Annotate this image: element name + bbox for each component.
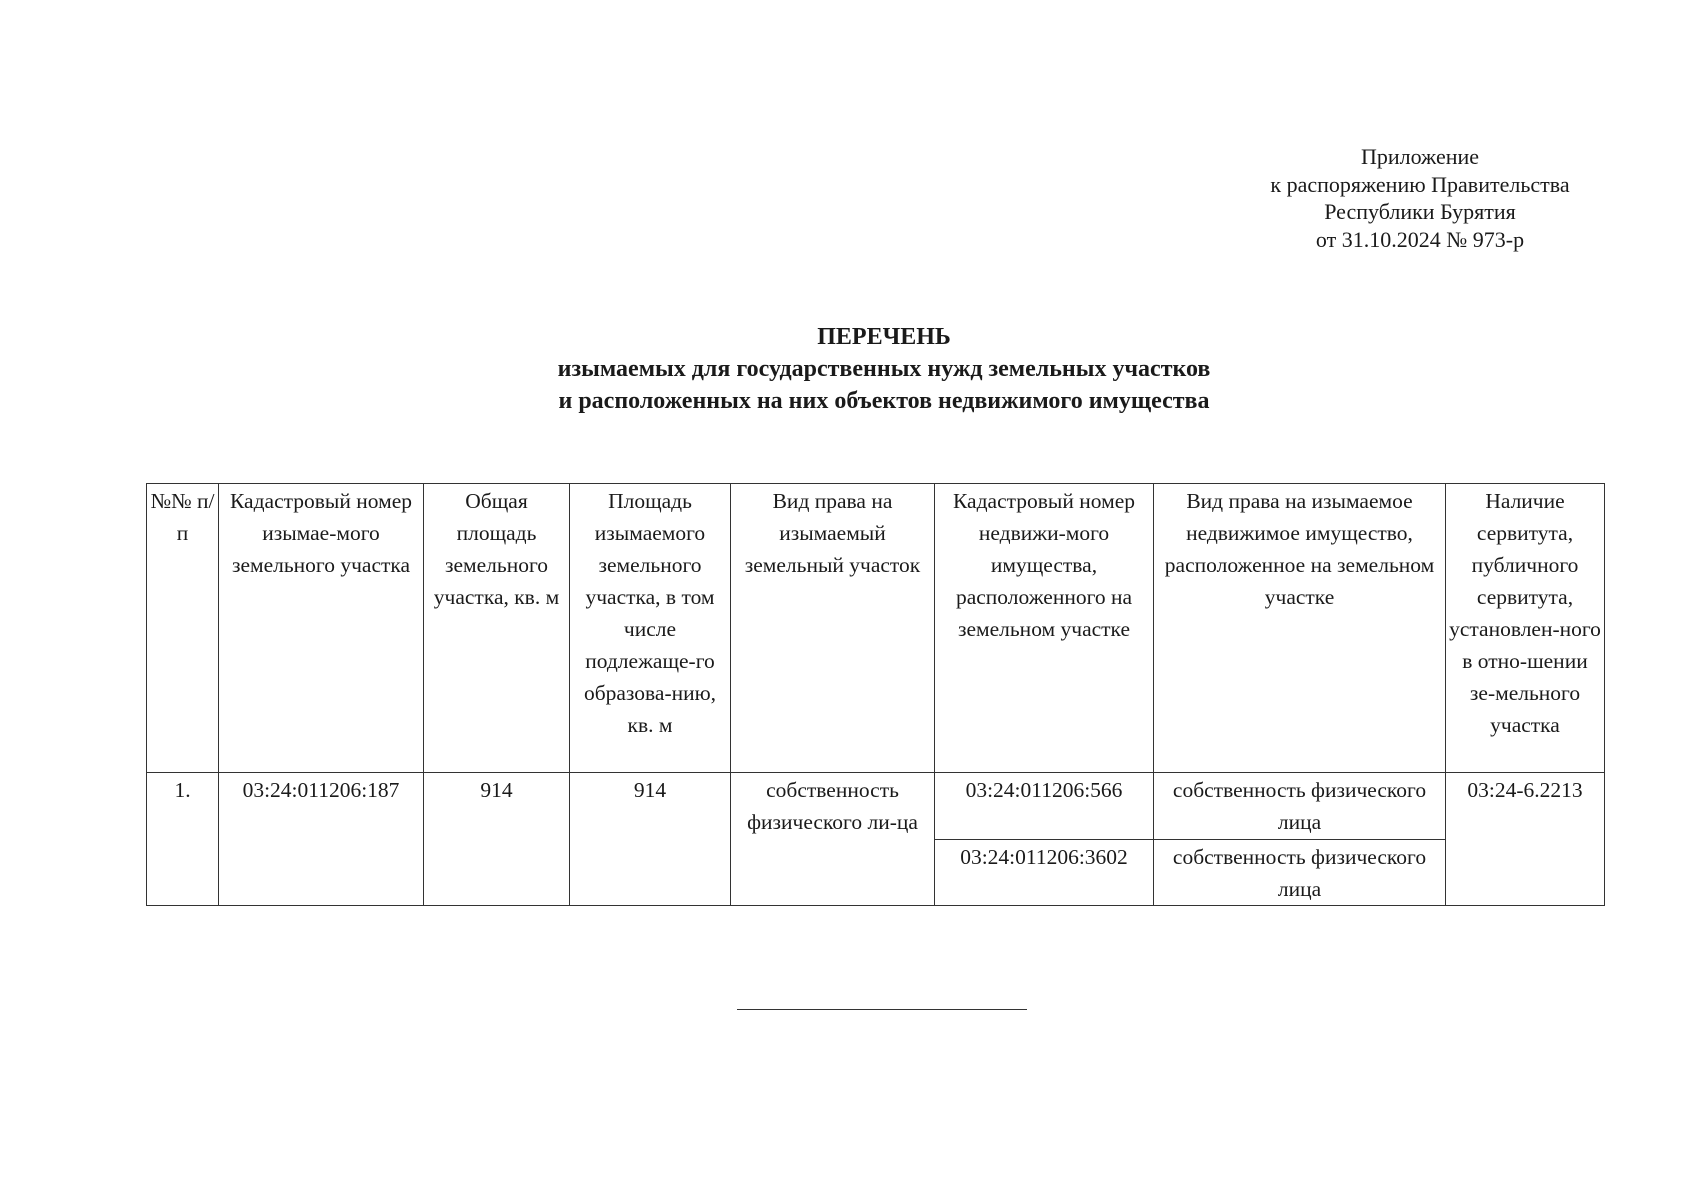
cell-number: 1. — [147, 773, 219, 906]
appendix-header — [1240, 143, 1600, 253]
appendix-government: Республики Бурятия — [1324, 199, 1516, 224]
title-subtitle-line1: изымаемых для государственных нужд земельных участков — [557, 356, 1211, 382]
cell-seized-area: 914 — [570, 773, 731, 906]
header-total-area: Общая площадь земельного участка, кв. м — [424, 484, 570, 773]
header-seized-area: Площадь изымаемого земельного участка, в том числе подлежаще-го образова-нию, кв. м — [570, 484, 731, 773]
cell-land-cadastral: 03:24:011206:187 — [219, 773, 424, 906]
header-property-right: Вид права на изымаемое недвижимое имущество, расположенное на земельном участке — [1154, 484, 1446, 773]
cell-land-right: собственность физического ли-ца — [731, 773, 935, 906]
title-main: ПЕРЕЧЕНЬ — [817, 324, 951, 350]
appendix-date-number: от 31.10.2024 № 973-р — [1315, 226, 1525, 252]
document-title — [0, 321, 1698, 417]
title-subtitle-line2: и расположенных на них объектов недвижимого имущества — [558, 388, 1210, 414]
appendix-title: Приложение — [1360, 144, 1480, 169]
cell-property-cadastral: 03:24:011206:566 — [935, 773, 1154, 840]
seizure-list-table — [146, 483, 1605, 906]
cell-property-right: собственность физического лица — [1154, 840, 1446, 906]
header-land-right: Вид права на изымаемый земельный участок — [731, 484, 935, 773]
table-header-row — [147, 484, 1605, 773]
cell-servitude: 03:24-6.2213 — [1446, 773, 1605, 906]
header-number: №№ п/п — [147, 484, 219, 773]
cell-property-right: собственность физического лица — [1154, 773, 1446, 840]
header-land-cadastral: Кадастровый номер изымае-мого земельного участка — [219, 484, 424, 773]
cell-total-area: 914 — [424, 773, 570, 906]
cell-property-cadastral: 03:24:011206:3602 — [935, 840, 1154, 906]
header-property-cadastral: Кадастровый номер недвижи-мого имущества, расположенного на земельном участке — [935, 484, 1154, 773]
table-row — [147, 773, 1605, 840]
appendix-order-ref: к распоряжению Правительства — [1270, 171, 1570, 197]
header-servitude: Наличие сервитута, публичного сервитута, установлен-ного в отно-шении зе-мельного участка — [1446, 484, 1605, 773]
end-divider-line — [737, 1009, 1027, 1010]
